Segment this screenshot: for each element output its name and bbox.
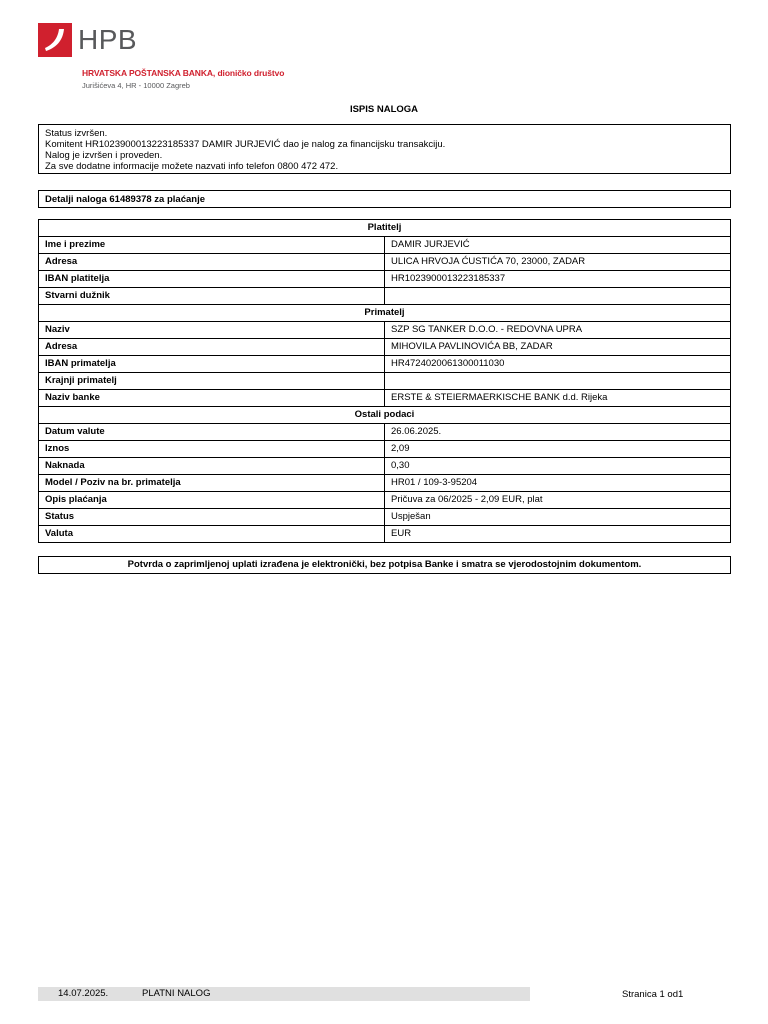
row-value: 26.06.2025. bbox=[385, 424, 731, 441]
bank-name: HRVATSKA POŠTANSKA BANKA, dioničko društvo bbox=[82, 68, 285, 78]
row-value: HR1023900013223185337 bbox=[385, 271, 731, 288]
table-row bbox=[39, 424, 731, 441]
row-value: Uspješan bbox=[385, 509, 731, 526]
status-line: Za sve dodatne informacije možete nazvati info telefon 0800 472 472. bbox=[45, 161, 339, 172]
section-header-row bbox=[39, 305, 731, 322]
page-number: Stranica 1 od1 bbox=[622, 989, 684, 1000]
bank-address: Jurišićeva 4, HR - 10000 Zagreb bbox=[82, 81, 190, 90]
row-value bbox=[385, 288, 731, 305]
table-row bbox=[39, 390, 731, 407]
row-value bbox=[385, 373, 731, 390]
row-value: HR01 / 109-3-95204 bbox=[385, 475, 731, 492]
table-row bbox=[39, 339, 731, 356]
row-label: IBAN platitelja bbox=[39, 271, 385, 288]
row-value: DAMIR JURJEVIĆ bbox=[385, 237, 731, 254]
section-heading-other: Ostali podaci bbox=[39, 407, 731, 424]
table-row bbox=[39, 373, 731, 390]
footer-document-type: PLATNI NALOG bbox=[142, 988, 211, 999]
status-box bbox=[38, 124, 731, 174]
status-line: Nalog je izvršen i proveden. bbox=[45, 150, 163, 161]
row-label: Stvarni dužnik bbox=[39, 288, 385, 305]
footer-bar bbox=[38, 987, 530, 1001]
row-label: Naziv bbox=[39, 322, 385, 339]
row-label: Datum valute bbox=[39, 424, 385, 441]
logo-text: HPB bbox=[78, 24, 138, 55]
table-row bbox=[39, 356, 731, 373]
row-label: Adresa bbox=[39, 339, 385, 356]
section-heading-payee: Primatelj bbox=[39, 305, 731, 322]
table-row bbox=[39, 441, 731, 458]
table-row bbox=[39, 237, 731, 254]
table-row bbox=[39, 288, 731, 305]
status-line: Komitent HR1023900013223185337 DAMIR JURJEVIĆ dao je nalog za financijsku transakciju. bbox=[45, 139, 446, 150]
table-row bbox=[39, 271, 731, 288]
row-value: MIHOVILA PAVLINOVIĆA BB, ZADAR bbox=[385, 339, 731, 356]
table-row bbox=[39, 458, 731, 475]
row-value: 2,09 bbox=[385, 441, 731, 458]
document-title: ISPIS NALOGA bbox=[349, 104, 419, 115]
row-value: ERSTE & STEIERMAERKISCHE BANK d.d. Rijeka bbox=[385, 390, 731, 407]
table-row bbox=[39, 509, 731, 526]
footer-date: 14.07.2025. bbox=[58, 988, 109, 999]
row-value: ULICA HRVOJA ĆUSTIĆA 70, 23000, ZADAR bbox=[385, 254, 731, 271]
row-label: IBAN primatelja bbox=[39, 356, 385, 373]
section-header-row bbox=[39, 220, 731, 237]
row-value: EUR bbox=[385, 526, 731, 543]
row-label: Naknada bbox=[39, 458, 385, 475]
row-label: Krajnji primatelj bbox=[39, 373, 385, 390]
row-label: Naziv banke bbox=[39, 390, 385, 407]
order-detail-heading: Detalji naloga 61489378 za plaćanje bbox=[38, 190, 731, 208]
row-label: Iznos bbox=[39, 441, 385, 458]
table-row bbox=[39, 322, 731, 339]
row-value: 0,30 bbox=[385, 458, 731, 475]
row-label: Adresa bbox=[39, 254, 385, 271]
row-label: Valuta bbox=[39, 526, 385, 543]
hpb-logo-mark-icon bbox=[38, 23, 72, 57]
section-header-row bbox=[39, 407, 731, 424]
row-label: Opis plaćanja bbox=[39, 492, 385, 509]
row-value: SZP SG TANKER D.O.O. - REDOVNA UPRA bbox=[385, 322, 731, 339]
row-label: Ime i prezime bbox=[39, 237, 385, 254]
table-row bbox=[39, 475, 731, 492]
section-heading-payer: Platitelj bbox=[39, 220, 731, 237]
order-details-table bbox=[38, 219, 731, 543]
table-row bbox=[39, 492, 731, 509]
row-label: Status bbox=[39, 509, 385, 526]
row-value: Pričuva za 06/2025 - 2,09 EUR, plat bbox=[385, 492, 731, 509]
row-label: Model / Poziv na br. primatelja bbox=[39, 475, 385, 492]
table-row bbox=[39, 254, 731, 271]
table-row bbox=[39, 526, 731, 543]
row-value: HR4724020061300011030 bbox=[385, 356, 731, 373]
status-line: Status izvršen. bbox=[45, 128, 108, 139]
confirmation-note: Potvrda o zaprimljenoj uplati izrađena je elektronički, bez potpisa Banke i smatra se vjerodostojnim dokumentom. bbox=[38, 556, 731, 574]
hpb-logo bbox=[38, 22, 137, 58]
